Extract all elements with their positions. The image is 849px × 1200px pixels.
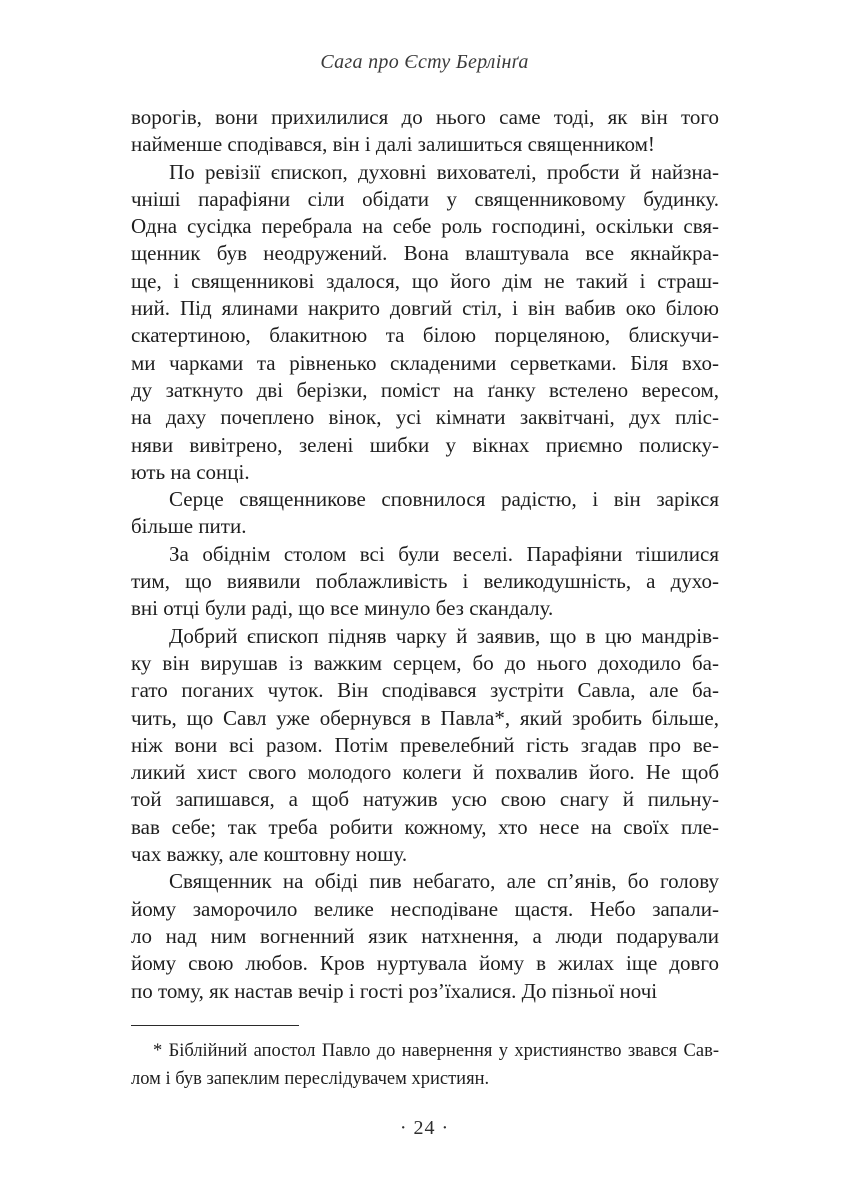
body-line: ку він вирушав із важким серцем, бо до нього доходило ба-	[131, 650, 719, 675]
page-number: · 24 ·	[399, 1117, 450, 1139]
body-line: Добрий єпископ підняв чарку й заявив, що в цю мандрів-	[169, 623, 719, 648]
body-line: чах важку, але коштовну ношу.	[131, 842, 408, 867]
body-line: по тому, як настав вечір і гості роз’їхалися. До пізньої ночі	[131, 978, 658, 1003]
body-line: більше пити.	[131, 514, 247, 539]
footnote	[131, 1037, 719, 1093]
footnote-separator	[131, 1025, 299, 1026]
body-line: ють на сонці.	[131, 459, 250, 484]
body-line: ний. Під ялинами накрито довгий стіл, і він вабив око білою	[131, 296, 719, 321]
body-line: ми чарками та рівненько складеними серветками. Біля вхо-	[131, 350, 719, 375]
body-line: ло над ним вогненний язик натхнення, а люди подарували	[131, 923, 719, 948]
body-line: Серце священникове сповнилося радістю, і він зарікся	[169, 487, 719, 512]
body-line: найменше сподівався, він і далі залишиться священником!	[131, 132, 655, 157]
body-line: Священник на обіді пив небагато, але сп’янів, бо голову	[169, 869, 719, 894]
body-line: тим, що виявили поблажливість і великодушність, а духо-	[131, 569, 719, 594]
body-line: вні отці були раді, що все минуло без скандалу.	[131, 596, 554, 621]
footnote-line: * Біблійний апостол Павло до навернення у християнство звався Сав-	[153, 1041, 719, 1061]
body-line: скатертиною, блакитною та білою порцеляною, блискучи-	[131, 323, 719, 348]
body-line: йому заморочило велике несподіване щастя. Небо запали-	[131, 896, 719, 921]
running-title: Сага про Єсту Берлінґа	[320, 51, 529, 73]
body-line: По ревізії єпископ, духовні вихователі, пробсти й найзна-	[169, 159, 719, 184]
body-line: той запишався, а щоб натужив усю свою снагу й пильну-	[131, 787, 719, 812]
body-line: чніші парафіяни сіли обідати у священниковому будинку.	[131, 186, 719, 211]
body-line: ніж вони всі разом. Потім превелебний гість згадав про ве-	[131, 732, 719, 757]
body-line: ворогів, вони прихилилися до нього саме тоді, як він того	[131, 105, 719, 129]
page-body	[131, 104, 719, 1005]
body-line: вав себе; так треба робити кожному, хто несе на своїх пле-	[131, 814, 719, 839]
body-line: йому свою любов. Кров нуртувала йому в жилах іще довго	[131, 951, 719, 976]
body-line: Одна сусідка перебрала на себе роль господині, оскільки свя-	[131, 214, 719, 239]
footnote-line: лом і був запеклим переслідувачем християн.	[131, 1069, 490, 1089]
body-line: За обіднім столом всі були веселі. Парафіяни тішилися	[169, 541, 719, 566]
body-line: няви вивітрено, зелені шибки у вікнах приємно полиску-	[131, 432, 719, 457]
body-line: ду заткнуто дві берізки, поміст на ґанку встелено вересом,	[131, 377, 719, 402]
body-line: щенник був неодружений. Вона влаштувала все якнайкра-	[131, 241, 719, 266]
body-line: ще, і священникові здалося, що його дім не такий і страш-	[131, 268, 719, 293]
body-line: гато поганих чуток. Він сподівався зустріти Савла, але ба-	[131, 678, 719, 703]
body-line: на даху почеплено вінок, усі кімнати заквітчані, дух пліс-	[131, 405, 719, 430]
body-line: ликий хист свого молодого колеги й похвалив його. Не щоб	[131, 760, 719, 785]
body-line: чить, що Савл уже обернувся в Павла*, який зробить більше,	[131, 705, 719, 730]
